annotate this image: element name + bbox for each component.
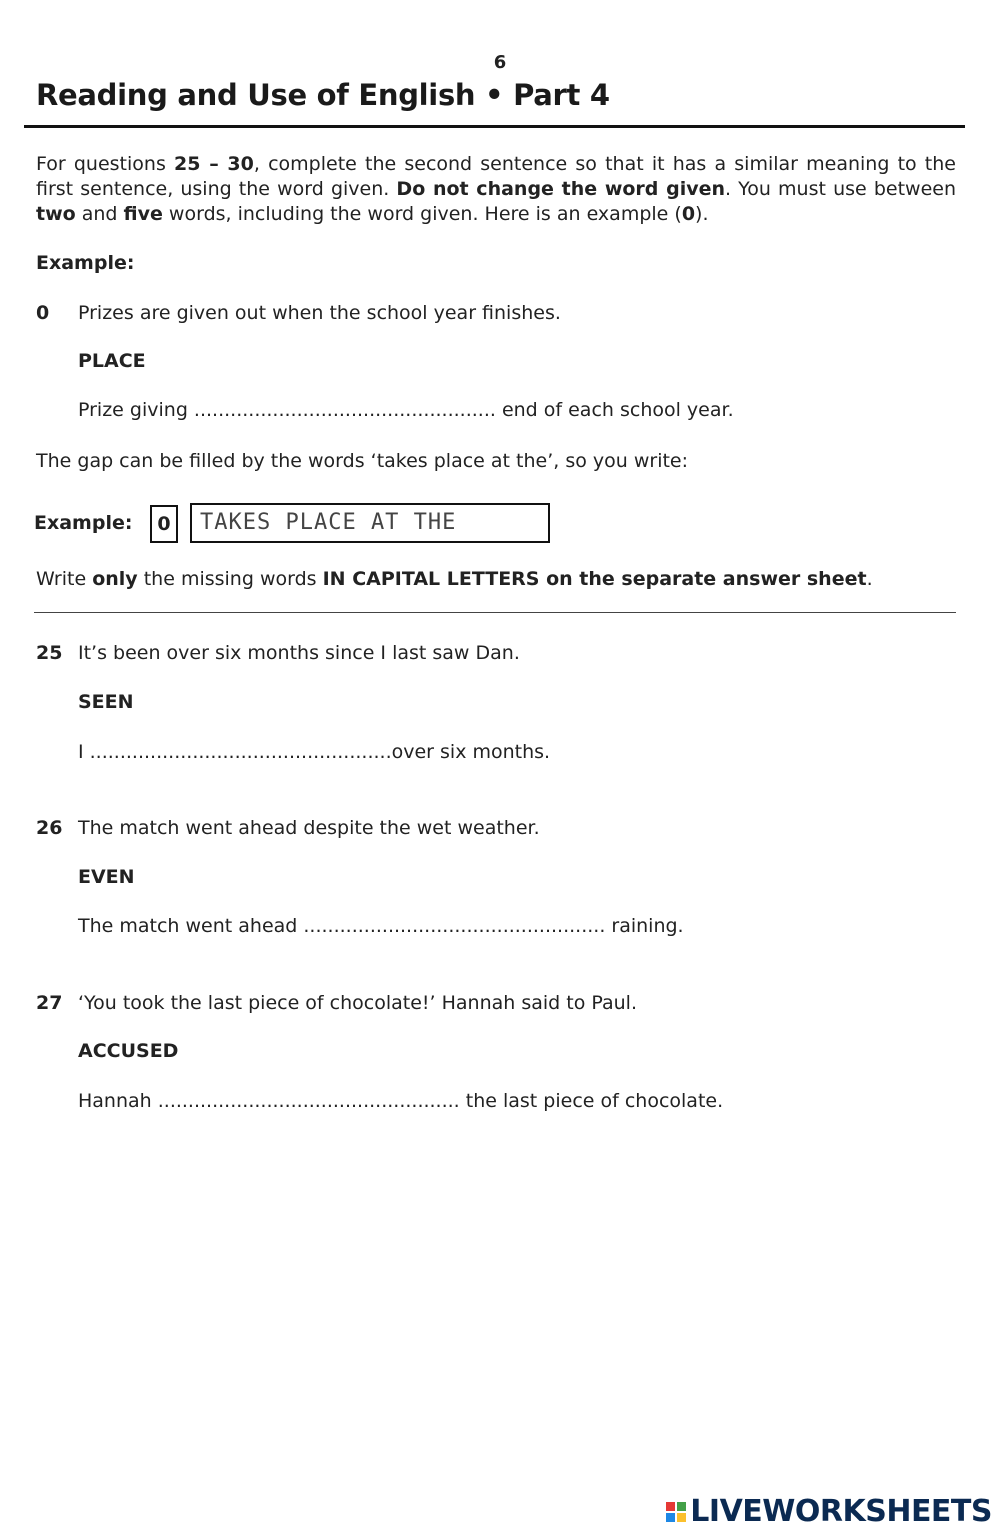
example-box-label: Example: xyxy=(34,512,133,534)
page-title: Reading and Use of English • Part 4 xyxy=(36,78,610,112)
question-sentence: ‘You took the last piece of chocolate!’ Hannah said to Paul. xyxy=(78,992,637,1014)
question-sentence: The match went ahead despite the wet weather. xyxy=(78,817,540,839)
example-number-box: 0 xyxy=(150,505,178,543)
question-keyword: EVEN xyxy=(78,866,135,888)
question-keyword: ACCUSED xyxy=(78,1040,179,1062)
liveworksheets-logo[interactable] xyxy=(666,1494,992,1529)
instructions: For questions 25 – 30, complete the second sentence so that it has a similar meaning to the first sentence, using the word given. Do not change the word given. You must use between two and five words, including the word given. Here is an example (0). xyxy=(36,153,956,225)
example-gapped-sentence: Prize giving .................................................. end of each school year. xyxy=(78,399,734,421)
section-divider xyxy=(34,612,956,613)
question-gapped-sentence[interactable]: I ..................................................over six months. xyxy=(78,741,551,763)
example-number: 0 xyxy=(36,302,50,324)
example-keyword: PLACE xyxy=(78,350,146,372)
logo-block-icon xyxy=(666,1502,675,1511)
title-divider xyxy=(24,125,965,128)
example-explanation: The gap can be filled by the words ‘takes place at the’, so you write: xyxy=(36,450,689,472)
question-number: 26 xyxy=(36,817,63,839)
page-number: 6 xyxy=(493,52,507,73)
answer-instruction: Write only the missing words IN CAPITAL LETTERS on the separate answer sheet. xyxy=(36,568,873,590)
question-sentence: It’s been over six months since I last saw Dan. xyxy=(78,642,520,664)
question-gapped-sentence[interactable]: Hannah .................................................. the last piece of chocolate. xyxy=(78,1090,724,1112)
question-keyword: SEEN xyxy=(78,691,134,713)
logo-text: LIVEWORKSHEETS xyxy=(690,1494,992,1529)
question-number: 25 xyxy=(36,642,63,664)
question-gapped-sentence[interactable]: The match went ahead .................................................. raining. xyxy=(78,915,684,937)
logo-block-icon xyxy=(677,1513,686,1522)
question-number: 27 xyxy=(36,992,63,1014)
logo-block-icon xyxy=(666,1513,675,1522)
example-sentence: Prizes are given out when the school year finishes. xyxy=(78,302,561,324)
logo-block-icon xyxy=(677,1502,686,1511)
example-answer: TAKES PLACE AT THE xyxy=(200,510,457,535)
example-heading: Example: xyxy=(36,252,135,274)
logo-icon xyxy=(666,1502,686,1522)
